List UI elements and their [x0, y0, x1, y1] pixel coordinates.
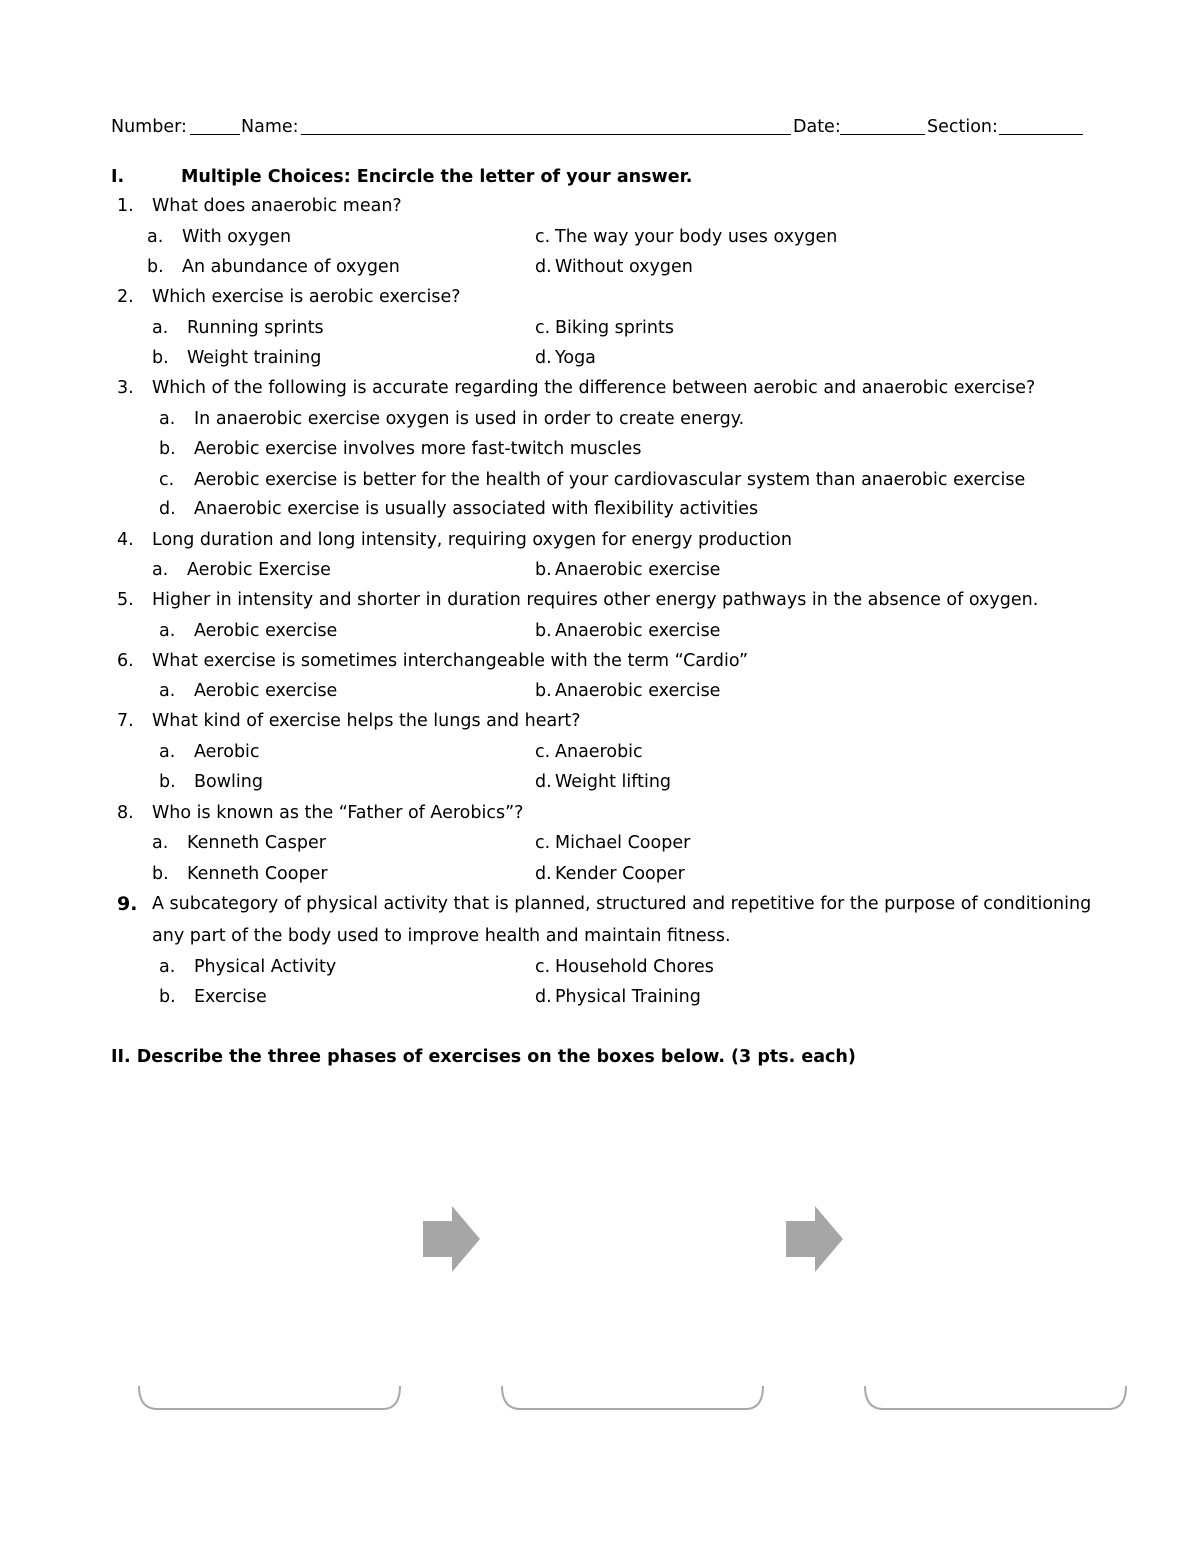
option-letter[interactable]: d.	[535, 864, 552, 884]
number-label: Number:	[111, 117, 187, 137]
option-text: Anaerobic exercise is usually associated with flexibility activities	[194, 499, 759, 519]
option-text: Michael Cooper	[555, 833, 691, 853]
option-text: Aerobic Exercise	[187, 560, 331, 580]
question-number: 5.	[117, 590, 134, 610]
option-text: Physical Training	[555, 987, 701, 1007]
option-text: Aerobic exercise	[194, 681, 338, 701]
option-text: With oxygen	[182, 227, 292, 247]
option-letter[interactable]: c.	[535, 227, 551, 247]
option-text: Kenneth Cooper	[187, 864, 328, 884]
section-blank[interactable]	[999, 134, 1083, 135]
question-text-continued: any part of the body used to improve health and maintain fitness.	[152, 926, 731, 946]
option-text: Running sprints	[187, 318, 324, 338]
part1-numeral: I.	[111, 167, 125, 187]
option-letter[interactable]: c.	[535, 742, 551, 762]
option-letter[interactable]: b.	[147, 257, 164, 277]
option-text: Yoga	[555, 348, 596, 368]
option-letter[interactable]: c.	[535, 957, 551, 977]
question-text: Which exercise is aerobic exercise?	[152, 287, 461, 307]
question-text: What does anaerobic mean?	[152, 196, 402, 216]
question-text: Which of the following is accurate regarding the difference between aerobic and anaerobic exercise?	[152, 378, 1036, 398]
option-text: Kenneth Casper	[187, 833, 326, 853]
option-text: An abundance of oxygen	[182, 257, 400, 277]
option-text: The way your body uses oxygen	[555, 227, 838, 247]
option-text: Anaerobic	[555, 742, 643, 762]
question-text: Long duration and long intensity, requiring oxygen for energy production	[152, 530, 792, 550]
option-letter[interactable]: c.	[535, 833, 551, 853]
question-number: 6.	[117, 651, 134, 671]
part1-title: Multiple Choices: Encircle the letter of your answer.	[181, 167, 693, 187]
question-number: 7.	[117, 711, 134, 731]
option-letter[interactable]: a.	[159, 681, 176, 701]
option-text: Physical Activity	[194, 957, 337, 977]
option-letter[interactable]: b.	[159, 439, 176, 459]
option-letter[interactable]: b.	[535, 681, 552, 701]
question-number: 4.	[117, 530, 134, 550]
number-blank[interactable]	[190, 134, 240, 135]
option-text: Aerobic	[194, 742, 260, 762]
option-letter[interactable]: b.	[152, 348, 169, 368]
option-text: Anaerobic exercise	[555, 681, 721, 701]
option-text: Kender Cooper	[555, 864, 685, 884]
option-letter[interactable]: b.	[159, 987, 176, 1007]
part2-title: II. Describe the three phases of exercises on the boxes below. (3 pts. each)	[111, 1047, 856, 1067]
question-text: Who is known as the “Father of Aerobics”?	[152, 803, 524, 823]
option-letter[interactable]: a.	[159, 409, 176, 429]
option-letter[interactable]: d.	[159, 499, 176, 519]
option-letter[interactable]: d.	[535, 257, 552, 277]
question-number: 8.	[117, 803, 134, 823]
option-letter[interactable]: d.	[535, 348, 552, 368]
name-label: Name:	[241, 117, 299, 137]
option-text: Anaerobic exercise	[555, 560, 721, 580]
option-letter[interactable]: d.	[535, 987, 552, 1007]
phase-box-1[interactable]	[136, 1378, 406, 1418]
question-number: 9.	[117, 893, 138, 915]
option-letter[interactable]: a.	[152, 833, 169, 853]
option-letter[interactable]: b.	[535, 621, 552, 641]
option-letter[interactable]: a.	[147, 227, 164, 247]
right-arrow-icon	[423, 1206, 483, 1276]
option-text: Household Chores	[555, 957, 714, 977]
option-text: Biking sprints	[555, 318, 674, 338]
option-letter[interactable]: b.	[535, 560, 552, 580]
option-letter[interactable]: a.	[159, 621, 176, 641]
question-number: 2.	[117, 287, 134, 307]
option-text: Aerobic exercise involves more fast-twitch muscles	[194, 439, 642, 459]
option-text: Without oxygen	[555, 257, 693, 277]
option-text: Anaerobic exercise	[555, 621, 721, 641]
right-arrow-icon	[786, 1206, 846, 1276]
question-number: 1.	[117, 196, 134, 216]
phase-box-2[interactable]	[499, 1378, 769, 1418]
question-text: What kind of exercise helps the lungs and heart?	[152, 711, 581, 731]
option-text: Aerobic exercise	[194, 621, 338, 641]
option-letter[interactable]: b.	[159, 772, 176, 792]
option-text: Bowling	[194, 772, 263, 792]
question-text: Higher in intensity and shorter in duration requires other energy pathways in the absence of oxygen.	[152, 590, 1039, 610]
phase-box-3[interactable]	[862, 1378, 1132, 1418]
option-letter[interactable]: c.	[159, 470, 175, 490]
question-number: 3.	[117, 378, 134, 398]
option-letter[interactable]: b.	[152, 864, 169, 884]
name-blank[interactable]	[301, 134, 791, 135]
section-label: Section:	[927, 117, 998, 137]
option-text: In anaerobic exercise oxygen is used in order to create energy.	[194, 409, 745, 429]
question-text: What exercise is sometimes interchangeable with the term “Cardio”	[152, 651, 749, 671]
question-text: A subcategory of physical activity that is planned, structured and repetitive for the purpose of conditioning	[152, 894, 1092, 914]
option-letter[interactable]: a.	[152, 318, 169, 338]
option-text: Weight training	[187, 348, 322, 368]
date-blank[interactable]	[840, 134, 925, 135]
option-text: Exercise	[194, 987, 267, 1007]
date-label: Date:	[793, 117, 841, 137]
option-letter[interactable]: a.	[152, 560, 169, 580]
option-letter[interactable]: a.	[159, 742, 176, 762]
option-letter[interactable]: c.	[535, 318, 551, 338]
option-letter[interactable]: a.	[159, 957, 176, 977]
option-text: Aerobic exercise is better for the health of your cardiovascular system than anaerobic exercise	[194, 470, 1026, 490]
option-letter[interactable]: d.	[535, 772, 552, 792]
option-text: Weight lifting	[555, 772, 672, 792]
